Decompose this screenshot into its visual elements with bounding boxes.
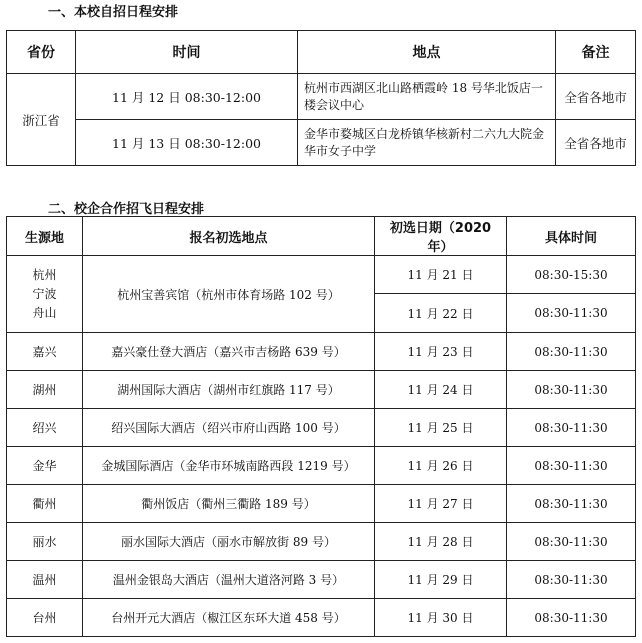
region-cell: 丽水: [7, 523, 83, 561]
time-cell: 08:30-15:30: [507, 256, 636, 294]
note-cell: 全省各地市: [556, 74, 636, 120]
place-cell: 金华市婺城区白龙桥镇华核新村二六九大院金华市女子中学: [298, 120, 556, 166]
table2-row: [7, 371, 636, 409]
place-cell: 温州金银岛大酒店（温州大道洛河路 3 号）: [83, 561, 375, 599]
place-cell: 杭州宝善宾馆（杭州市体育场路 102 号）: [83, 256, 375, 333]
time-cell: 11 月 13 日 08:30-12:00: [76, 120, 298, 166]
region-cell: 台州: [7, 599, 83, 637]
region-cell: [7, 256, 83, 333]
place-cell: 衢州饭店（衢州三衢路 189 号）: [83, 485, 375, 523]
date-cell: 11 月 28 日: [375, 523, 507, 561]
header-specific-time: 具体时间: [507, 217, 636, 256]
place-cell: 嘉兴豪仕登大酒店（嘉兴市吉杨路 639 号）: [83, 333, 375, 371]
self-recruitment-schedule-table: [6, 30, 636, 166]
date-cell: 11 月 24 日: [375, 371, 507, 409]
province-cell: 浙江省: [7, 74, 76, 166]
date-cell: 11 月 27 日: [375, 485, 507, 523]
header-note: 备注: [556, 31, 636, 74]
table2-row: [7, 485, 636, 523]
section2-title: 二、校企合作招飞日程安排: [48, 202, 205, 217]
header-region: 生源地: [7, 217, 83, 256]
time-cell: 08:30-11:30: [507, 523, 636, 561]
table2-row: [7, 256, 636, 294]
table2-row: [7, 333, 636, 371]
table1-row: [7, 120, 636, 166]
place-cell: 湖州国际大酒店（湖州市红旗路 117 号）: [83, 371, 375, 409]
time-cell: 08:30-11:30: [507, 447, 636, 485]
place-cell: 台州开元大酒店（椒江区东环大道 458 号）: [83, 599, 375, 637]
time-cell: 08:30-11:30: [507, 599, 636, 637]
header-registration-place: 报名初选地点: [83, 217, 375, 256]
header-date: 初选日期（2020 年）: [375, 217, 507, 256]
region-cell: 绍兴: [7, 409, 83, 447]
note-cell: 全省各地市: [556, 120, 636, 166]
time-cell: 11 月 12 日 08:30-12:00: [76, 74, 298, 120]
time-cell: 08:30-11:30: [507, 485, 636, 523]
date-cell: 11 月 26 日: [375, 447, 507, 485]
region-line: 杭州: [32, 267, 57, 282]
region-cell: 金华: [7, 447, 83, 485]
place-cell: 金城国际酒店（金华市环城南路西段 1219 号）: [83, 447, 375, 485]
time-cell: 08:30-11:30: [507, 294, 636, 333]
region-cell: 嘉兴: [7, 333, 83, 371]
section1-title: 一、本校自招日程安排: [48, 5, 179, 20]
time-cell: 08:30-11:30: [507, 333, 636, 371]
header-time: 时间: [76, 31, 298, 74]
place-cell: 杭州市西湖区北山路栖霞岭 18 号华北饭店一楼会议中心: [298, 74, 556, 120]
region-cell: 湖州: [7, 371, 83, 409]
table2-row: [7, 523, 636, 561]
date-cell: 11 月 30 日: [375, 599, 507, 637]
date-cell: 11 月 29 日: [375, 561, 507, 599]
place-cell: 绍兴国际大酒店（绍兴市府山西路 100 号）: [83, 409, 375, 447]
place-cell: 丽水国际大酒店（丽水市解放街 89 号）: [83, 523, 375, 561]
header-province: 省份: [7, 31, 76, 74]
region-cell: 衢州: [7, 485, 83, 523]
date-cell: 11 月 21 日: [375, 256, 507, 294]
table2-row: [7, 599, 636, 637]
region-line: 宁波: [32, 286, 57, 301]
table2-row: [7, 409, 636, 447]
cooperative-recruitment-schedule-table: [6, 216, 636, 637]
table2-row: [7, 561, 636, 599]
region-cell: 温州: [7, 561, 83, 599]
date-cell: 11 月 22 日: [375, 294, 507, 333]
header-place: 地点: [298, 31, 556, 74]
table2-header-row: [7, 217, 636, 256]
table1-header-row: [7, 31, 636, 74]
time-cell: 08:30-11:30: [507, 561, 636, 599]
date-cell: 11 月 25 日: [375, 409, 507, 447]
time-cell: 08:30-11:30: [507, 409, 636, 447]
table1-row: [7, 74, 636, 120]
date-cell: 11 月 23 日: [375, 333, 507, 371]
table2-row: [7, 447, 636, 485]
time-cell: 08:30-11:30: [507, 371, 636, 409]
region-line: 舟山: [32, 305, 57, 320]
